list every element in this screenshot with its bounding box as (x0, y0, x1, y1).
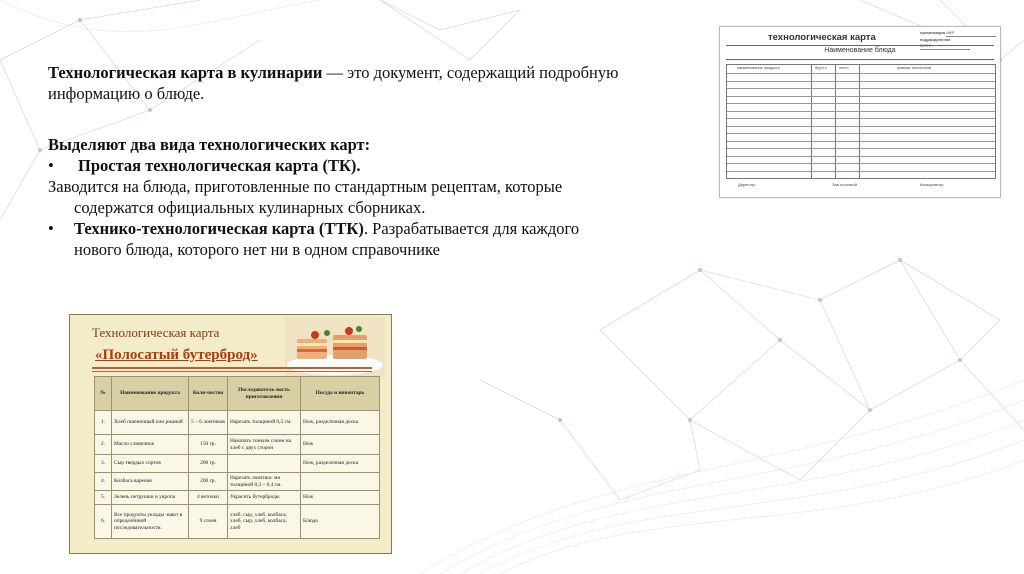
recipe-column-header: № (95, 377, 112, 411)
definition-term: Технологическая карта в кулинарии (48, 63, 323, 82)
recipe-table-cell: 200 гр. (189, 473, 228, 491)
form-meta-label: организация (920, 30, 946, 35)
main-text (48, 62, 688, 260)
recipe-table-cell: хлеб, сыр, хлеб, колбаса, хлеб, сыр, хлеб, колбаса, хлеб (228, 505, 301, 539)
recipe-dish-name: «Полосатый бутерброд» (95, 347, 258, 363)
recipe-table-cell: 200 гр. (189, 455, 228, 473)
simple-card-name: Простая технологическая карта (ТК). (78, 156, 361, 175)
recipe-table-cell: Масло сливочное (112, 435, 189, 455)
recipe-table-cell: Хлеб пшеничный или ржаной (112, 411, 189, 435)
recipe-table-cell: Намазать тонким слоем на хлеб с двух сторон (228, 435, 301, 455)
definition-paragraph (48, 62, 688, 104)
recipe-table-cell: Украсить бутерброды (228, 491, 301, 505)
form-signature: Калькулятор (920, 182, 944, 187)
recipe-column-header: Коли-чество (189, 377, 228, 411)
recipe-table-cell: Нож (301, 435, 380, 455)
ttk-card-description: . Разрабатывается для каждого (363, 219, 580, 238)
recipe-table-cell: Зелень петрушки и укропа (112, 491, 189, 505)
ttk-card-line (74, 218, 579, 239)
recipe-table-cell: 6. (95, 505, 112, 539)
recipe-column-header: Наименование продукта (112, 377, 189, 411)
form-column-header: краткая технология (897, 66, 932, 70)
form-meta-value: МКР (946, 30, 996, 37)
bullet-marker: • (48, 219, 54, 238)
form-meta-value: МПТК (920, 43, 970, 50)
bullet-ttk-card (48, 218, 688, 239)
recipe-table-row (95, 491, 380, 505)
form-divider (726, 59, 994, 60)
ttk-card-description-cont: нового блюда, которого нет ни в одном справочнике (74, 240, 440, 259)
form-dish-label: Наименование блюда (824, 47, 896, 54)
recipe-table-cell: 2. (95, 435, 112, 455)
recipe-table-cell: Сыр твердых сортов (112, 455, 189, 473)
recipe-table-cell: Нож, разделочная доска (301, 411, 380, 435)
recipe-table-cell: 5 – 6 ломтиков (189, 411, 228, 435)
recipe-table-cell: 4 веточки (189, 491, 228, 505)
form-divider (726, 45, 994, 46)
recipe-table-cell: 1. (95, 411, 112, 435)
recipe-table-header-row (95, 377, 380, 411)
recipe-table-cell: Нож (301, 491, 380, 505)
form-column-header: наименование продукта (737, 66, 780, 70)
recipe-table-cell (301, 473, 380, 491)
form-signature: Зав столовой (832, 182, 857, 187)
recipe-table-row (95, 411, 380, 435)
definition-text: — это документ, содержащий подробную информацию о блюде. (48, 63, 619, 103)
recipe-divider (92, 371, 372, 372)
recipe-column-header: Посуда и инвентарь (301, 377, 380, 411)
recipe-table-cell: 4. (95, 473, 112, 491)
recipe-table-cell: 9 слоев (189, 505, 228, 539)
bullet-marker: • (48, 156, 54, 175)
bullet-simple-card (48, 155, 688, 176)
form-meta-label: подразделение (920, 37, 951, 42)
recipe-table-cell: Блюдо (301, 505, 380, 539)
recipe-table-cell: 150 гр. (189, 435, 228, 455)
types-heading: Выделяют два вида технологических карт: (48, 135, 371, 154)
recipe-table-cell: Нарезать толщиной 0,5 см. (228, 411, 301, 435)
form-signature: Директор (738, 182, 756, 187)
recipe-table-cell: Все продукты уклады -вают в определённой последовательности. (112, 505, 189, 539)
recipe-table-row (95, 455, 380, 473)
tech-card-form-image (719, 26, 1001, 198)
recipe-table-cell: Колбаса вареная (112, 473, 189, 491)
simple-card-description-cont: содержатся официальных кулинарных сборниках. (74, 198, 426, 217)
ttk-card-name: Технико-технологическая карта (ТТК) (74, 219, 364, 238)
simple-card-description: Заводится на блюда, приготовленные по стандартным рецептам, которые (48, 177, 563, 196)
recipe-table-cell: 5. (95, 491, 112, 505)
recipe-table (94, 376, 380, 539)
recipe-table-row (95, 435, 380, 455)
form-table (726, 64, 996, 179)
form-column-header: брутто (815, 66, 827, 70)
recipe-table-row (95, 473, 380, 491)
form-column-header: нетто (839, 66, 849, 70)
recipe-table-cell: 3. (95, 455, 112, 473)
recipe-table-row (95, 505, 380, 539)
recipe-title: Технологическая карта (92, 325, 220, 340)
recipe-table-cell: Нож, разделочная доска (301, 455, 380, 473)
recipe-column-header: Последователь-ность приготовления (228, 377, 301, 411)
recipe-table-cell: Нарезать ломтика- ми толщиной 0,3 – 0,4 см. (228, 473, 301, 491)
recipe-table-cell (228, 455, 301, 473)
recipe-card-image (69, 314, 392, 554)
recipe-divider (92, 367, 372, 369)
form-title: технологическая карта (768, 32, 876, 43)
